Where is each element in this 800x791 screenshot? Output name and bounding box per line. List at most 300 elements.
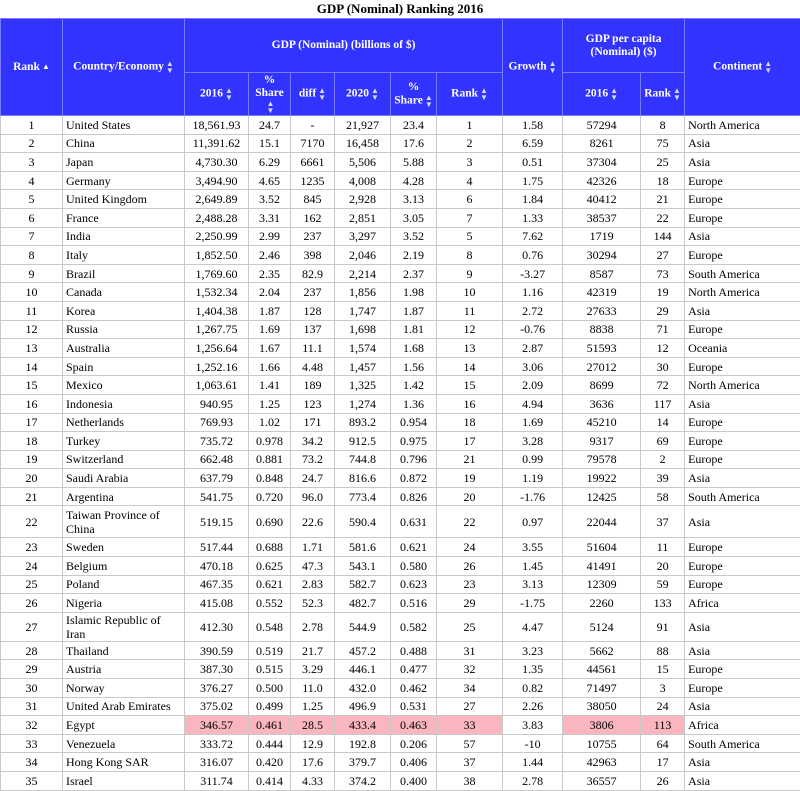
table-row xyxy=(1,190,800,209)
table-row xyxy=(1,450,800,469)
share2020-cell: 0.516 xyxy=(391,594,437,613)
gdp2016-cell: 375.02 xyxy=(185,697,249,716)
diff-cell: 4.33 xyxy=(291,772,335,791)
share2020-cell: 4.28 xyxy=(391,171,437,190)
diff-cell: 11.1 xyxy=(291,339,335,358)
diff-cell: 82.9 xyxy=(291,264,335,283)
share2016-cell: 1.87 xyxy=(249,301,291,320)
rank2020-cell: 2 xyxy=(437,134,503,153)
share2016-cell: 0.881 xyxy=(249,450,291,469)
diff-cell: 845 xyxy=(291,190,335,209)
continent-cell: Europe xyxy=(685,432,800,451)
continent-cell: North America xyxy=(685,283,800,302)
growth-cell: 0.51 xyxy=(503,153,563,172)
country-cell: Hong Kong SAR xyxy=(63,753,185,772)
continent-cell: Asia xyxy=(685,394,800,413)
table-row xyxy=(1,227,800,246)
growth-cell: 1.35 xyxy=(503,660,563,679)
share2020-cell: 1.42 xyxy=(391,376,437,395)
diff-cell: 398 xyxy=(291,246,335,265)
percap2016-cell: 51604 xyxy=(563,538,641,557)
continent-cell: Asia xyxy=(685,301,800,320)
table-row xyxy=(1,394,800,413)
growth-cell: 1.19 xyxy=(503,469,563,488)
growth-cell: 1.33 xyxy=(503,208,563,227)
percap2016-cell: 38537 xyxy=(563,208,641,227)
gdp2016-cell: 4,730.30 xyxy=(185,153,249,172)
gdp2020-cell: 581.6 xyxy=(335,538,391,557)
gdp2016-cell: 11,391.62 xyxy=(185,134,249,153)
percap-rank-header[interactable]: Rank ▲ ▼ xyxy=(641,73,685,116)
percap-rank-cell: 25 xyxy=(641,153,685,172)
share2020-cell: 0.975 xyxy=(391,432,437,451)
sort-icon[interactable]: ▲ ▼ xyxy=(225,87,233,101)
share2016-cell: 0.461 xyxy=(249,716,291,735)
gdp2016-cell: 387.30 xyxy=(185,660,249,679)
rank2020-cell: 22 xyxy=(437,506,503,538)
sort-icon[interactable]: ▲ ▼ xyxy=(610,87,618,101)
rank2020-cell: 11 xyxy=(437,301,503,320)
growth-cell: 1.84 xyxy=(503,190,563,209)
table-row xyxy=(1,612,800,641)
diff-cell: 189 xyxy=(291,376,335,395)
gdp2020-cell: 192.8 xyxy=(335,734,391,753)
country-header[interactable]: Country/Economy ▲ ▼ xyxy=(63,19,185,116)
gdp2016-cell: 1,532.34 xyxy=(185,283,249,302)
table-row xyxy=(1,413,800,432)
rank-cell: 28 xyxy=(1,641,63,660)
share2016-header[interactable]: % Share▲ ▼ xyxy=(249,73,291,116)
gdp2020-cell: 16,458 xyxy=(335,134,391,153)
rank-cell: 26 xyxy=(1,594,63,613)
percap-rank-cell: 144 xyxy=(641,227,685,246)
table-row xyxy=(1,753,800,772)
table-row xyxy=(1,557,800,576)
table-body xyxy=(1,116,800,791)
country-cell: China xyxy=(63,134,185,153)
share2020-cell: 0.582 xyxy=(391,612,437,641)
gdp2016-cell: 415.08 xyxy=(185,594,249,613)
table-row xyxy=(1,432,800,451)
table-row xyxy=(1,208,800,227)
percap-rank-cell: 21 xyxy=(641,190,685,209)
percap-rank-cell: 24 xyxy=(641,697,685,716)
continent-header[interactable]: Continent ▲ ▼ xyxy=(685,19,800,116)
percap-group-header: GDP per capita (Nominal) ($) xyxy=(563,19,685,73)
share2020-cell: 1.68 xyxy=(391,339,437,358)
gdp2020-cell: 1,457 xyxy=(335,357,391,376)
country-cell: Nigeria xyxy=(63,594,185,613)
share2020-cell: 1.56 xyxy=(391,357,437,376)
sort-icon[interactable]: ▲ ▼ xyxy=(371,87,379,101)
continent-cell: Asia xyxy=(685,227,800,246)
growth-cell: 0.82 xyxy=(503,679,563,698)
gdp2016-cell: 637.79 xyxy=(185,469,249,488)
rank2020-cell: 4 xyxy=(437,171,503,190)
rank-cell: 21 xyxy=(1,487,63,506)
share2020-cell: 0.206 xyxy=(391,734,437,753)
share2016-cell: 2.99 xyxy=(249,227,291,246)
share2016-cell: 2.35 xyxy=(249,264,291,283)
percap2016-cell: 5662 xyxy=(563,641,641,660)
country-cell: Indonesia xyxy=(63,394,185,413)
share2016-cell: 0.500 xyxy=(249,679,291,698)
rank2020-cell: 13 xyxy=(437,339,503,358)
diff-cell: 4.48 xyxy=(291,357,335,376)
share2020-cell: 0.488 xyxy=(391,641,437,660)
continent-cell: North America xyxy=(685,116,800,135)
gdp2020-cell: 432.0 xyxy=(335,679,391,698)
continent-cell: Asia xyxy=(685,469,800,488)
gdp2016-cell: 470.18 xyxy=(185,557,249,576)
continent-cell: Europe xyxy=(685,246,800,265)
table-row xyxy=(1,246,800,265)
country-cell: Spain xyxy=(63,357,185,376)
continent-cell: Asia xyxy=(685,753,800,772)
percap2016-cell: 71497 xyxy=(563,679,641,698)
table-row xyxy=(1,538,800,557)
percap2016-cell: 5124 xyxy=(563,612,641,641)
table-row xyxy=(1,116,800,135)
rank2020-cell: 31 xyxy=(437,641,503,660)
percap-rank-cell: 113 xyxy=(641,716,685,735)
growth-cell: 1.44 xyxy=(503,753,563,772)
rank-cell: 18 xyxy=(1,432,63,451)
gdp2016-cell: 3,494.90 xyxy=(185,171,249,190)
continent-cell: Europe xyxy=(685,575,800,594)
table-row xyxy=(1,772,800,791)
table-row xyxy=(1,469,800,488)
diff-cell: 237 xyxy=(291,227,335,246)
percap2016-cell: 51593 xyxy=(563,339,641,358)
percap-rank-cell: 3 xyxy=(641,679,685,698)
gdp2016-cell: 346.57 xyxy=(185,716,249,735)
share2020-cell: 0.406 xyxy=(391,753,437,772)
percap-rank-cell: 73 xyxy=(641,264,685,283)
share2016-cell: 2.04 xyxy=(249,283,291,302)
percap-rank-cell: 29 xyxy=(641,301,685,320)
gdp2016-cell: 940.95 xyxy=(185,394,249,413)
gdp-ranking-table xyxy=(0,18,800,791)
percap-rank-cell: 17 xyxy=(641,753,685,772)
continent-cell: Asia xyxy=(685,641,800,660)
continent-cell: Europe xyxy=(685,171,800,190)
gdp2020-cell: 21,927 xyxy=(335,116,391,135)
country-cell: Austria xyxy=(63,660,185,679)
share2020-cell: 0.826 xyxy=(391,487,437,506)
gdp2020-header[interactable]: 2020 ▲ ▼ xyxy=(335,73,391,116)
rank-cell: 3 xyxy=(1,153,63,172)
growth-cell: 4.47 xyxy=(503,612,563,641)
diff-cell: 28.5 xyxy=(291,716,335,735)
percap2016-header[interactable]: 2016 ▲ ▼ xyxy=(563,73,641,116)
growth-cell: 2.26 xyxy=(503,697,563,716)
rank2020-cell: 25 xyxy=(437,612,503,641)
percap2016-cell: 2260 xyxy=(563,594,641,613)
rank2020-cell: 15 xyxy=(437,376,503,395)
gdp2016-cell: 2,250.99 xyxy=(185,227,249,246)
table-row xyxy=(1,320,800,339)
growth-cell: 7.62 xyxy=(503,227,563,246)
rank2020-cell: 37 xyxy=(437,753,503,772)
percap2016-cell: 79578 xyxy=(563,450,641,469)
country-cell: Venezuela xyxy=(63,734,185,753)
percap-rank-cell: 72 xyxy=(641,376,685,395)
share2020-cell: 0.621 xyxy=(391,538,437,557)
rank2020-cell: 6 xyxy=(437,190,503,209)
sort-icon[interactable]: ▲ ▼ xyxy=(549,60,557,74)
sort-icon[interactable]: ▲ ▼ xyxy=(425,94,433,108)
share2016-cell: 3.52 xyxy=(249,190,291,209)
continent-cell: Europe xyxy=(685,357,800,376)
country-cell: Norway xyxy=(63,679,185,698)
rank-cell: 13 xyxy=(1,339,63,358)
country-cell: France xyxy=(63,208,185,227)
continent-cell: South America xyxy=(685,734,800,753)
diff-cell: 123 xyxy=(291,394,335,413)
continent-cell: Asia xyxy=(685,612,800,641)
table-row xyxy=(1,487,800,506)
percap2016-cell: 27012 xyxy=(563,357,641,376)
country-cell: Korea xyxy=(63,301,185,320)
diff-cell: 237 xyxy=(291,283,335,302)
country-cell: Poland xyxy=(63,575,185,594)
table-row xyxy=(1,660,800,679)
table-row xyxy=(1,171,800,190)
share2016-cell: 0.548 xyxy=(249,612,291,641)
percap2016-cell: 42319 xyxy=(563,283,641,302)
gdp2020-cell: 544.9 xyxy=(335,612,391,641)
rank-cell: 31 xyxy=(1,697,63,716)
gdp2020-cell: 1,574 xyxy=(335,339,391,358)
percap-rank-cell: 11 xyxy=(641,538,685,557)
growth-cell: 3.06 xyxy=(503,357,563,376)
growth-header[interactable]: Growth ▲ ▼ xyxy=(503,19,563,116)
gdp2016-cell: 2,649.89 xyxy=(185,190,249,209)
gdp2016-header[interactable]: 2016 ▲ ▼ xyxy=(185,73,249,116)
rank-cell: 10 xyxy=(1,283,63,302)
percap-rank-cell: 39 xyxy=(641,469,685,488)
gdp2020-cell: 457.2 xyxy=(335,641,391,660)
rank-cell: 20 xyxy=(1,469,63,488)
gdp2020-cell: 1,856 xyxy=(335,283,391,302)
share2016-cell: 0.420 xyxy=(249,753,291,772)
sort-icon[interactable]: ▲ ▼ xyxy=(166,60,174,74)
table-row xyxy=(1,264,800,283)
rank-cell: 12 xyxy=(1,320,63,339)
rank2020-cell: 24 xyxy=(437,538,503,557)
share2020-header[interactable]: % Share ▲ ▼ xyxy=(391,73,437,116)
continent-cell: North America xyxy=(685,376,800,395)
share2016-cell: 0.625 xyxy=(249,557,291,576)
gdp2020-cell: 744.8 xyxy=(335,450,391,469)
diff-cell: 52.3 xyxy=(291,594,335,613)
growth-cell: -1.76 xyxy=(503,487,563,506)
gdp2020-cell: 1,698 xyxy=(335,320,391,339)
gdp2020-cell: 2,214 xyxy=(335,264,391,283)
percap2016-cell: 3636 xyxy=(563,394,641,413)
continent-cell: Europe xyxy=(685,190,800,209)
continent-cell: Asia xyxy=(685,134,800,153)
rank-cell: 8 xyxy=(1,246,63,265)
percap2016-cell: 8838 xyxy=(563,320,641,339)
country-cell: Russia xyxy=(63,320,185,339)
rank2020-cell: 23 xyxy=(437,575,503,594)
sort-icon[interactable]: ▲ ▼ xyxy=(267,100,275,114)
share2016-cell: 1.41 xyxy=(249,376,291,395)
continent-cell: Europe xyxy=(685,538,800,557)
percap2016-cell: 40412 xyxy=(563,190,641,209)
continent-cell: Asia xyxy=(685,697,800,716)
gdp2020-cell: 773.4 xyxy=(335,487,391,506)
gdp2016-cell: 412.30 xyxy=(185,612,249,641)
diff-cell: 171 xyxy=(291,413,335,432)
gdp2020-cell: 2,851 xyxy=(335,208,391,227)
gdp2020-cell: 4,008 xyxy=(335,171,391,190)
percap2016-cell: 8261 xyxy=(563,134,641,153)
growth-cell: 2.09 xyxy=(503,376,563,395)
table-row xyxy=(1,506,800,538)
share2020-cell: 17.6 xyxy=(391,134,437,153)
rank2020-cell: 5 xyxy=(437,227,503,246)
percap2016-cell: 3806 xyxy=(563,716,641,735)
percap2016-cell: 41491 xyxy=(563,557,641,576)
growth-cell: 3.13 xyxy=(503,575,563,594)
diff-cell: - xyxy=(291,116,335,135)
country-cell: Taiwan Province of China xyxy=(63,506,185,538)
diff-cell: 11.0 xyxy=(291,679,335,698)
share2020-cell: 3.52 xyxy=(391,227,437,246)
growth-cell: 1.58 xyxy=(503,116,563,135)
percap-rank-cell: 18 xyxy=(641,171,685,190)
rank-cell: 17 xyxy=(1,413,63,432)
gdp2016-cell: 1,267.75 xyxy=(185,320,249,339)
growth-cell: 3.55 xyxy=(503,538,563,557)
share2020-cell: 0.400 xyxy=(391,772,437,791)
share2020-cell: 0.872 xyxy=(391,469,437,488)
share2020-cell: 0.531 xyxy=(391,697,437,716)
percap2016-cell: 10755 xyxy=(563,734,641,753)
country-cell: Netherlands xyxy=(63,413,185,432)
growth-cell: 0.76 xyxy=(503,246,563,265)
sort-icon[interactable]: ▲ ▼ xyxy=(673,87,681,101)
percap-rank-cell: 58 xyxy=(641,487,685,506)
share2020-cell: 0.580 xyxy=(391,557,437,576)
percap-rank-cell: 117 xyxy=(641,394,685,413)
percap2016-cell: 1719 xyxy=(563,227,641,246)
rank-cell: 32 xyxy=(1,716,63,735)
share2016-cell: 0.621 xyxy=(249,575,291,594)
diff-cell: 162 xyxy=(291,208,335,227)
gdp2016-cell: 376.27 xyxy=(185,679,249,698)
rank-cell: 11 xyxy=(1,301,63,320)
share2016-cell: 24.7 xyxy=(249,116,291,135)
rank2020-cell: 38 xyxy=(437,772,503,791)
sort-ascending-icon[interactable]: ▲ xyxy=(42,63,50,70)
table-row xyxy=(1,575,800,594)
share2020-cell: 1.98 xyxy=(391,283,437,302)
rank2020-cell: 57 xyxy=(437,734,503,753)
country-cell: Israel xyxy=(63,772,185,791)
share2016-cell: 0.720 xyxy=(249,487,291,506)
rank2020-cell: 10 xyxy=(437,283,503,302)
diff-cell: 2.78 xyxy=(291,612,335,641)
share2016-cell: 6.29 xyxy=(249,153,291,172)
rank2020-cell: 1 xyxy=(437,116,503,135)
share2020-cell: 2.37 xyxy=(391,264,437,283)
percap-rank-cell: 22 xyxy=(641,208,685,227)
percap2016-cell: 42963 xyxy=(563,753,641,772)
rank2020-cell: 8 xyxy=(437,246,503,265)
gdp2016-cell: 311.74 xyxy=(185,772,249,791)
rank-cell: 25 xyxy=(1,575,63,594)
rank-cell: 5 xyxy=(1,190,63,209)
share2016-cell: 0.414 xyxy=(249,772,291,791)
country-cell: Islamic Republic of Iran xyxy=(63,612,185,641)
table-row xyxy=(1,734,800,753)
gdp2020-cell: 5,506 xyxy=(335,153,391,172)
continent-cell: South America xyxy=(685,264,800,283)
gdp2020-cell: 1,325 xyxy=(335,376,391,395)
sort-icon[interactable]: ▲ ▼ xyxy=(764,60,772,74)
diff-cell: 47.3 xyxy=(291,557,335,576)
diff-cell: 73.2 xyxy=(291,450,335,469)
growth-cell: 1.69 xyxy=(503,413,563,432)
share2016-cell: 0.688 xyxy=(249,538,291,557)
table-row xyxy=(1,301,800,320)
rank2020-cell: 14 xyxy=(437,357,503,376)
rank2020-header[interactable]: Rank ▲ ▼ xyxy=(437,73,503,116)
gdp2016-cell: 541.75 xyxy=(185,487,249,506)
growth-cell: 3.23 xyxy=(503,641,563,660)
gdp2016-cell: 769.93 xyxy=(185,413,249,432)
percap-rank-cell: 75 xyxy=(641,134,685,153)
rank-cell: 2 xyxy=(1,134,63,153)
gdp2016-cell: 735.72 xyxy=(185,432,249,451)
sort-icon[interactable]: ▲ ▼ xyxy=(318,87,326,101)
gdp2020-cell: 496.9 xyxy=(335,697,391,716)
share2020-cell: 23.4 xyxy=(391,116,437,135)
diff-header[interactable]: diff ▲ ▼ xyxy=(291,73,335,116)
rank-header[interactable]: Rank ▲ xyxy=(1,19,63,116)
table-row xyxy=(1,376,800,395)
table-row xyxy=(1,153,800,172)
growth-cell: 3.28 xyxy=(503,432,563,451)
country-cell: United Kingdom xyxy=(63,190,185,209)
gdp2020-cell: 482.7 xyxy=(335,594,391,613)
continent-cell: South America xyxy=(685,487,800,506)
rank2020-cell: 27 xyxy=(437,697,503,716)
growth-cell: 0.97 xyxy=(503,506,563,538)
percap-rank-cell: 59 xyxy=(641,575,685,594)
share2016-cell: 1.69 xyxy=(249,320,291,339)
share2020-cell: 3.13 xyxy=(391,190,437,209)
share2016-cell: 0.552 xyxy=(249,594,291,613)
growth-cell: 4.94 xyxy=(503,394,563,413)
rank-cell: 33 xyxy=(1,734,63,753)
continent-cell: Asia xyxy=(685,506,800,538)
share2020-cell: 1.36 xyxy=(391,394,437,413)
rank-cell: 22 xyxy=(1,506,63,538)
rank2020-cell: 9 xyxy=(437,264,503,283)
gdp2016-cell: 1,252.16 xyxy=(185,357,249,376)
growth-cell: 6.59 xyxy=(503,134,563,153)
continent-cell: Europe xyxy=(685,557,800,576)
rank2020-cell: 21 xyxy=(437,450,503,469)
sort-icon[interactable]: ▲ ▼ xyxy=(480,87,488,101)
country-cell: United States xyxy=(63,116,185,135)
percap2016-cell: 30294 xyxy=(563,246,641,265)
